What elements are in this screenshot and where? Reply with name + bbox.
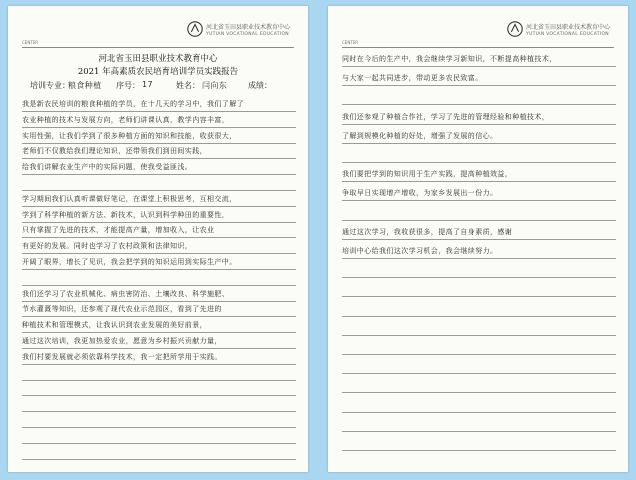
handwritten-line: 开阔了眼界，增长了见识，我会把学到的知识运用到实际生产中。	[22, 258, 237, 266]
score-label: 成绩：	[248, 81, 272, 90]
handwritten-line: 通过这次培训，我更加热爱农业，愿意为乡村振兴贡献力量，	[22, 337, 222, 345]
school-emblem-icon	[186, 20, 204, 38]
ruled-line	[22, 412, 296, 428]
major-label: 培训专业：	[30, 81, 70, 90]
logo-cn-text: 河北省玉田县职业技术教育中心	[526, 24, 611, 31]
report-title-line2: 2021 年高素质农民培育培训学员实践报告	[77, 67, 239, 77]
school-logo	[506, 18, 624, 44]
handwritten-line: 节水灌溉等知识，还参观了现代农业示范园区，看到了先进的	[22, 305, 222, 314]
ruled-line	[22, 222, 296, 238]
ruled-line	[342, 374, 616, 393]
major-value: 粮食种植	[68, 81, 102, 90]
handwritten-line: 学习期间我们认真听课做好笔记，在课堂上积极思考，互相交流，	[22, 194, 237, 203]
school-emblem-icon	[506, 20, 524, 38]
logo-en-text: YUTIAN VOCATIONAL EDUCATION	[526, 32, 609, 37]
header-rule	[22, 47, 294, 48]
ruled-line	[22, 112, 296, 128]
handwritten-line: 争取早日实现增产增收，为家乡发展出一份力。	[342, 189, 498, 198]
ruled-line	[22, 396, 296, 412]
ruled-line	[342, 355, 616, 374]
handwritten-line: 给我们讲解农业生产中的实际问题，使我受益匪浅。	[22, 163, 193, 172]
ruled-line	[22, 128, 296, 144]
ruled-line	[22, 175, 296, 191]
seq-label: 序号：	[116, 81, 140, 90]
ruled-line	[22, 317, 296, 333]
ruled-line	[342, 144, 616, 163]
handwritten-line: 老师们不仅教给我们理论知识，还带领我们到田间实践，	[22, 147, 207, 156]
ruled-line	[22, 270, 296, 286]
ruled-line	[22, 365, 296, 381]
ruled-line	[342, 48, 616, 67]
handwritten-line: 我是新农民培训的粮食种植的学员，在十几天的学习中，我们了解了	[22, 100, 244, 108]
ruled-line	[342, 259, 616, 278]
ruled-line	[22, 333, 296, 349]
ruled-line	[22, 207, 296, 223]
student-info	[30, 80, 294, 92]
ruled-line	[342, 336, 616, 355]
ruled-line	[22, 238, 296, 254]
report-page-2	[328, 6, 628, 472]
handwritten-line: 通过这次学习，我收获很多，提高了自身素质，感谢	[342, 227, 513, 236]
ruled-line	[342, 86, 616, 105]
ruled-line	[22, 159, 296, 175]
handwritten-line: 实用性强，让我们学到了很多种植方面的知识和技能，收获很大，	[22, 131, 237, 140]
ruled-line	[342, 163, 616, 182]
handwritten-line: 我们村要发展就必须依靠科学技术，我一定把所学用于实践。	[22, 352, 222, 361]
report-page-1	[8, 6, 308, 472]
ruled-line	[22, 143, 296, 159]
handwritten-line: 我们要把学到的知识用于生产实践，提高种植效益，	[342, 170, 513, 179]
ruled-line	[22, 191, 296, 207]
center-label: CENTER	[22, 40, 39, 45]
center-label: CENTER	[342, 40, 359, 45]
ruled-line	[342, 202, 616, 221]
name-label: 姓名：	[176, 81, 200, 90]
ruled-line	[342, 67, 616, 86]
ruled-line	[22, 254, 296, 270]
ruled-line	[22, 301, 296, 317]
handwritten-line: 培训中心给我们这次学习机会，我会继续努力。	[342, 247, 498, 255]
ruled-line	[22, 349, 296, 365]
handwritten-line: 农业种植的技术与发展方向，老师们讲课认真，教学内容丰富，	[22, 115, 230, 124]
handwritten-line: 学到了科学种植的新方法、新技术，认识到科学种田的重要性，	[22, 210, 230, 219]
ruled-line	[342, 221, 616, 240]
handwritten-line: 了解到规模化种植的好处，增强了发展的信心。	[342, 131, 498, 140]
handwritten-line: 我们还参观了种植合作社，学习了先进的管理经验和种植技术，	[342, 112, 550, 121]
ruled-line	[22, 380, 296, 396]
ruled-line	[342, 106, 616, 125]
logo-cn-text: 河北省玉田县职业技术教育中心	[206, 24, 291, 31]
logo-en-text: YUTIAN VOCATIONAL EDUCATION	[206, 32, 289, 37]
ruled-line	[342, 125, 616, 144]
ruled-line	[342, 432, 616, 451]
ruled-line	[22, 96, 296, 112]
ruled-line	[342, 413, 616, 432]
handwritten-line: 只有掌握了先进的技术，才能提高产量，增加收入，让农业	[22, 226, 215, 235]
ruled-line	[22, 286, 296, 302]
school-logo	[186, 18, 304, 44]
handwritten-line: 种植技术和管理模式，让我认识到农业发展的美好前景，	[22, 321, 207, 330]
report-title-line1: 河北省玉田县职业技术教育中心	[98, 54, 218, 64]
handwritten-line: 我们还学习了农业机械化、病虫害防治、土壤改良、科学施肥、	[22, 289, 230, 298]
handwritten-line: 有更好的发展。同时也学习了农村政策和法律知识，	[22, 242, 193, 251]
seq-value: 17	[142, 80, 153, 89]
ruled-line	[22, 444, 296, 460]
ruled-line	[342, 317, 616, 336]
ruled-line	[342, 394, 616, 413]
ruled-line	[22, 428, 296, 444]
ruled-line	[342, 278, 616, 297]
ruled-line	[342, 240, 616, 259]
handwritten-line: 与大家一起共同进步，带动更多农民致富。	[342, 74, 483, 83]
ruled-line	[342, 298, 616, 317]
name-value: 闫向东	[202, 81, 228, 90]
handwritten-line: 同时在今后的生产中，我会继续学习新知识，不断提高种植技术，	[342, 55, 557, 63]
ruled-line	[342, 182, 616, 201]
